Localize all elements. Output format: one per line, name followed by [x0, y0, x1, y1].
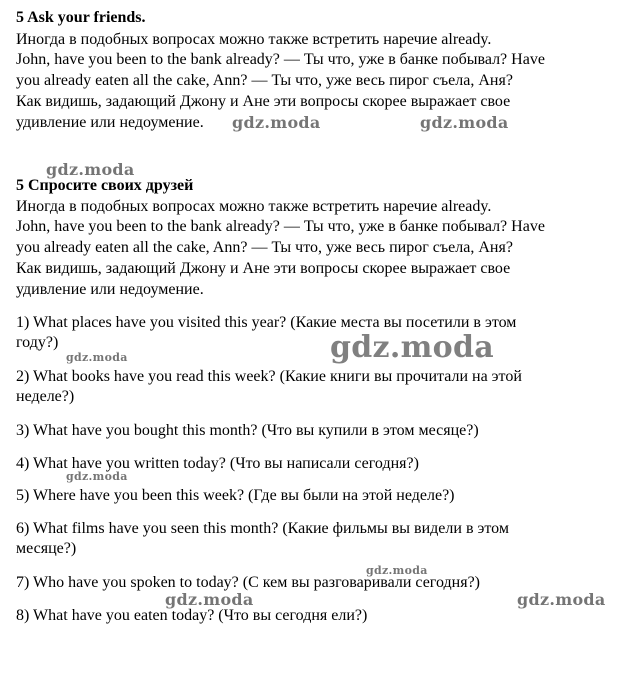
watermark: gdz.moda: [46, 160, 135, 179]
question-line: 5) Where have you been this week? (Где вы были на этой неделе?): [16, 487, 455, 504]
section2-line: Иногда в подобных вопросах можно также встретить наречие already.: [16, 198, 492, 215]
question-line: 2) What books have you read this week? (Какие книги вы прочитали на этой: [16, 368, 522, 385]
question-line: 1) What places have you visited this year? (Какие места вы посетили в этом: [16, 314, 517, 331]
section2-heading: 5 Спросите своих друзей: [16, 177, 194, 194]
question-line: неделе?): [16, 388, 75, 405]
watermark: gdz.moda: [66, 470, 128, 483]
section1-line: удивление или недоумение.: [16, 114, 204, 131]
watermark: gdz.moda: [165, 590, 254, 609]
question-line: месяце?): [16, 540, 77, 557]
section1-line: Иногда в подобных вопросах можно также встретить наречие already.: [16, 31, 492, 48]
section1-line: you already eaten all the cake, Ann? — Ты что, уже весь пирог съела, Аня?: [16, 72, 513, 89]
question-line: году?): [16, 334, 59, 351]
watermark: gdz.moda: [366, 564, 428, 577]
watermark: gdz.moda: [420, 113, 509, 132]
section2-line: удивление или недоумение.: [16, 281, 204, 298]
question-line: 3) What have you bought this month? (Что вы купили в этом месяце?): [16, 422, 479, 439]
watermark: gdz.moda: [232, 113, 321, 132]
section2-line: John, have you been to the bank already? — Ты что, уже в банке побывал? Have: [16, 218, 545, 235]
question-line: 7) Who have you spoken to today? (С кем вы разговаривали сегодня?): [16, 574, 480, 591]
question-line: 4) What have you written today? (Что вы написали сегодня?): [16, 455, 419, 472]
watermark: gdz.moda: [517, 590, 606, 609]
section1-line: John, have you been to the bank already? — Ты что, уже в банке побывал? Have: [16, 51, 545, 68]
question-line: 6) What films have you seen this month? (Какие фильмы вы видели в этом: [16, 520, 509, 537]
watermark: gdz.moda: [66, 351, 128, 364]
question-line: 8) What have you eaten today? (Что вы сегодня ели?): [16, 607, 368, 624]
watermark: gdz.moda: [330, 330, 495, 365]
section1-heading: 5 Ask your friends.: [16, 9, 146, 26]
section2-line: Как видишь, задающий Джону и Ане эти вопросы скорее выражает свое: [16, 260, 511, 277]
section2-line: you already eaten all the cake, Ann? — Ты что, уже весь пирог съела, Аня?: [16, 239, 513, 256]
section1-line: Как видишь, задающий Джону и Ане эти вопросы скорее выражает свое: [16, 93, 511, 110]
